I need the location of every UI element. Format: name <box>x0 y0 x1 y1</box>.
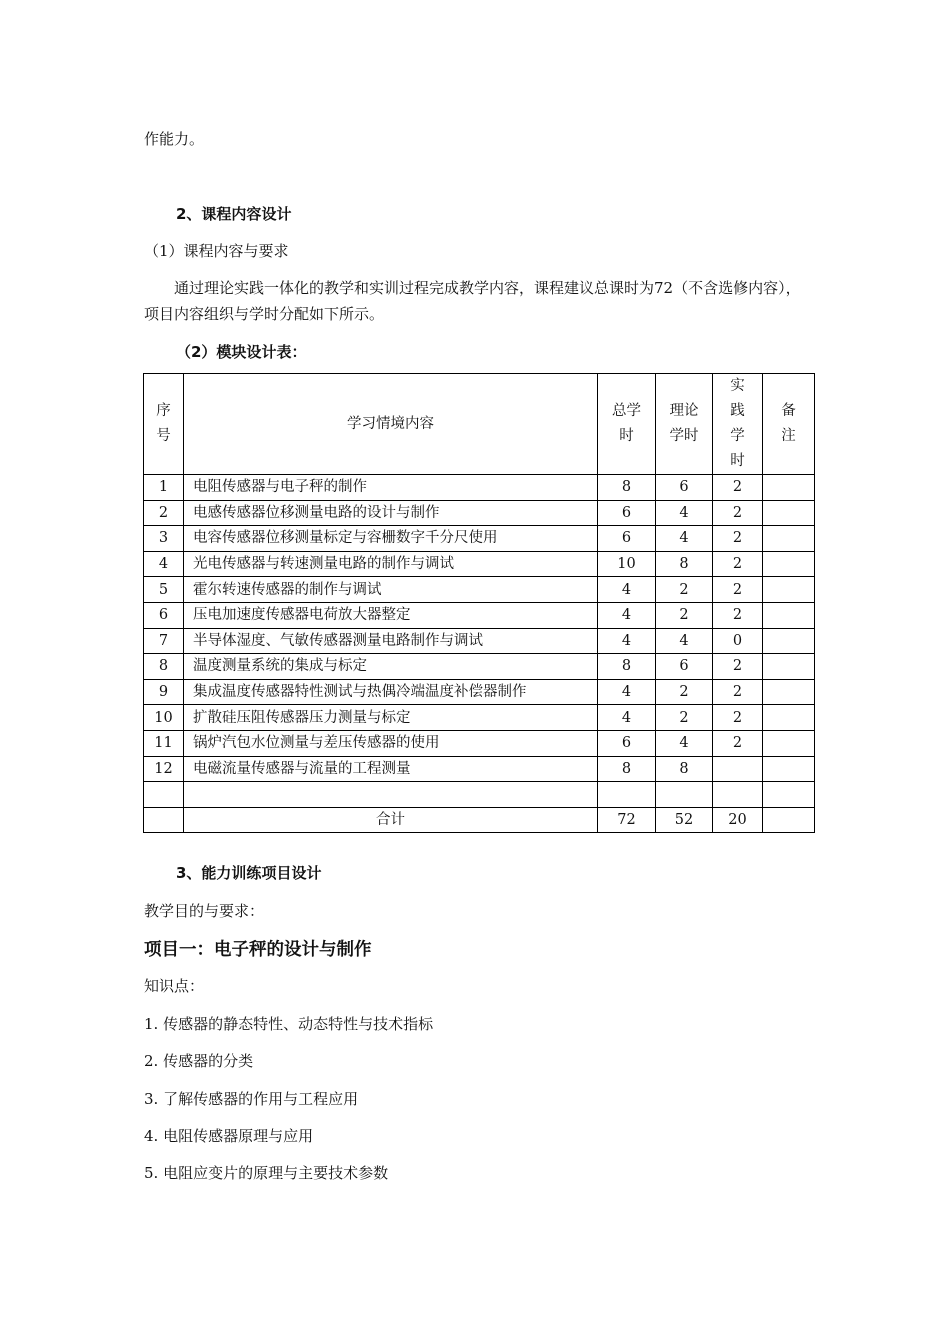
row-remark-cell <box>763 730 815 756</box>
row-content-cell: 电阻传感器与电子秤的制作 <box>184 475 598 501</box>
row-content-cell: 光电传感器与转速测量电路的制作与调试 <box>184 551 598 577</box>
row-theory-hours-cell: 4 <box>656 500 713 526</box>
row-total-hours-cell: 6 <box>598 526 656 552</box>
row-seq-cell: 4 <box>144 551 184 577</box>
table-row <box>144 500 815 526</box>
row-practice-hours-cell: 2 <box>713 705 763 731</box>
row-content-cell <box>184 782 598 808</box>
row-total-hours-cell: 4 <box>598 628 656 654</box>
row-total-hours-cell: 6 <box>598 730 656 756</box>
teaching-goal-label: 教学目的与要求： <box>144 902 265 920</box>
row-remark-cell <box>763 679 815 705</box>
table-row <box>144 782 815 808</box>
row-remark-cell <box>763 526 815 552</box>
total-seq-cell <box>144 807 184 833</box>
row-total-hours-cell <box>598 782 656 808</box>
table-row <box>144 654 815 680</box>
row-theory-hours-cell: 2 <box>656 679 713 705</box>
row-seq-cell: 9 <box>144 679 184 705</box>
row-remark-cell <box>763 602 815 628</box>
row-total-hours-cell: 4 <box>598 705 656 731</box>
header-total-line2: 时 <box>619 428 634 444</box>
row-theory-hours-cell: 6 <box>656 654 713 680</box>
row-seq-cell: 5 <box>144 577 184 603</box>
row-theory-hours-cell: 4 <box>656 526 713 552</box>
knowledge-points-label: 知识点： <box>144 977 205 995</box>
row-seq-cell: 6 <box>144 602 184 628</box>
header-theory-line2: 学时 <box>669 428 699 444</box>
row-total-hours-cell: 4 <box>598 602 656 628</box>
table-row <box>144 551 815 577</box>
row-content-cell: 锅炉汽包水位测量与差压传感器的使用 <box>184 730 598 756</box>
row-theory-hours-cell: 4 <box>656 730 713 756</box>
header-seq-line1: 序 <box>156 403 171 419</box>
total-theory-cell: 52 <box>656 807 713 833</box>
row-practice-hours-cell: 2 <box>713 577 763 603</box>
row-remark-cell <box>763 475 815 501</box>
row-practice-hours-cell: 2 <box>713 730 763 756</box>
header-remark-line1: 备 <box>781 403 796 419</box>
row-practice-hours-cell <box>713 782 763 808</box>
header-total-hours <box>598 374 656 475</box>
knowledge-point-item: 5. 电阻应变片的原理与主要技术参数 <box>144 1164 389 1182</box>
row-remark-cell <box>763 756 815 782</box>
knowledge-point-item: 3. 了解传感器的作用与工程应用 <box>144 1090 359 1108</box>
table-header-row <box>144 374 815 475</box>
row-seq-cell: 7 <box>144 628 184 654</box>
row-theory-hours-cell: 8 <box>656 551 713 577</box>
row-seq-cell: 3 <box>144 526 184 552</box>
header-practice-hours <box>713 374 763 475</box>
row-seq-cell: 8 <box>144 654 184 680</box>
row-total-hours-cell: 6 <box>598 500 656 526</box>
row-remark-cell <box>763 577 815 603</box>
row-remark-cell <box>763 551 815 577</box>
header-remark-line2: 注 <box>781 428 796 444</box>
table-total-row <box>144 807 815 833</box>
row-practice-hours-cell <box>713 756 763 782</box>
row-content-cell: 扩散硅压阻传感器压力测量与标定 <box>184 705 598 731</box>
row-remark-cell <box>763 628 815 654</box>
row-theory-hours-cell: 4 <box>656 628 713 654</box>
header-content: 学习情境内容 <box>184 374 598 475</box>
header-remark <box>763 374 815 475</box>
total-label-cell: 合计 <box>184 807 598 833</box>
project-one-title: 项目一：电子秤的设计与制作 <box>144 940 372 960</box>
header-theory-line1: 理论 <box>669 403 699 419</box>
header-seq-line2: 号 <box>156 428 171 444</box>
row-content-cell: 温度测量系统的集成与标定 <box>184 654 598 680</box>
section-2-heading: 2、课程内容设计 <box>176 205 292 223</box>
knowledge-point-item: 1. 传感器的静态特性、动态特性与技术指标 <box>144 1015 434 1033</box>
row-seq-cell: 11 <box>144 730 184 756</box>
header-seq <box>144 374 184 475</box>
row-content-cell: 半导体湿度、气敏传感器测量电路制作与调试 <box>184 628 598 654</box>
row-practice-hours-cell: 0 <box>713 628 763 654</box>
row-total-hours-cell: 8 <box>598 654 656 680</box>
table-row <box>144 602 815 628</box>
row-practice-hours-cell: 2 <box>713 679 763 705</box>
table-row <box>144 526 815 552</box>
table-row <box>144 730 815 756</box>
row-total-hours-cell: 4 <box>598 679 656 705</box>
header-theory-hours <box>656 374 713 475</box>
table-row <box>144 475 815 501</box>
row-theory-hours-cell: 8 <box>656 756 713 782</box>
total-remark-cell <box>763 807 815 833</box>
intro-tail-text: 作能力。 <box>144 130 205 148</box>
row-seq-cell: 10 <box>144 705 184 731</box>
total-hours-cell: 72 <box>598 807 656 833</box>
row-total-hours-cell: 8 <box>598 475 656 501</box>
row-content-cell: 电感传感器位移测量电路的设计与制作 <box>184 500 598 526</box>
row-total-hours-cell: 4 <box>598 577 656 603</box>
module-design-table <box>143 373 815 833</box>
row-total-hours-cell: 10 <box>598 551 656 577</box>
table-row <box>144 628 815 654</box>
row-remark-cell <box>763 705 815 731</box>
row-content-cell: 集成温度传感器特性测试与热偶冷端温度补偿器制作 <box>184 679 598 705</box>
row-practice-hours-cell: 2 <box>713 526 763 552</box>
course-content-subheading: （1）课程内容与要求 <box>144 242 289 260</box>
row-content-cell: 压电加速度传感器电荷放大器整定 <box>184 602 598 628</box>
row-practice-hours-cell: 2 <box>713 500 763 526</box>
knowledge-point-item: 2. 传感器的分类 <box>144 1052 254 1070</box>
section-3-heading: 3、能力训练项目设计 <box>176 864 322 882</box>
row-remark-cell <box>763 782 815 808</box>
header-practice-line2: 践 <box>730 403 745 419</box>
table-row <box>144 577 815 603</box>
row-theory-hours-cell: 2 <box>656 577 713 603</box>
row-seq-cell: 1 <box>144 475 184 501</box>
header-practice-line1: 实 <box>730 378 745 394</box>
row-practice-hours-cell: 2 <box>713 551 763 577</box>
total-practice-cell: 20 <box>713 807 763 833</box>
row-practice-hours-cell: 2 <box>713 475 763 501</box>
row-theory-hours-cell: 6 <box>656 475 713 501</box>
row-seq-cell <box>144 782 184 808</box>
header-practice-line3: 学 <box>730 428 745 444</box>
module-table-caption: （2）模块设计表： <box>176 343 307 361</box>
row-theory-hours-cell <box>656 782 713 808</box>
table-row <box>144 679 815 705</box>
course-content-paragraph: 通过理论实践一体化的教学和实训过程完成教学内容，课程建议总课时为72（不含选修内容），项目内容组织与学时分配如下所示。 <box>144 279 801 323</box>
row-content-cell: 电磁流量传感器与流量的工程测量 <box>184 756 598 782</box>
row-practice-hours-cell: 2 <box>713 602 763 628</box>
header-practice-line4: 时 <box>730 453 745 469</box>
row-theory-hours-cell: 2 <box>656 705 713 731</box>
row-content-cell: 霍尔转速传感器的制作与调试 <box>184 577 598 603</box>
table-row <box>144 756 815 782</box>
row-remark-cell <box>763 500 815 526</box>
row-seq-cell: 2 <box>144 500 184 526</box>
row-theory-hours-cell: 2 <box>656 602 713 628</box>
row-remark-cell <box>763 654 815 680</box>
knowledge-point-item: 4. 电阻传感器原理与应用 <box>144 1127 314 1145</box>
row-seq-cell: 12 <box>144 756 184 782</box>
header-total-line1: 总学 <box>612 403 641 419</box>
row-content-cell: 电容传感器位移测量标定与容栅数字千分尺使用 <box>184 526 598 552</box>
row-practice-hours-cell: 2 <box>713 654 763 680</box>
row-total-hours-cell: 8 <box>598 756 656 782</box>
table-row <box>144 705 815 731</box>
